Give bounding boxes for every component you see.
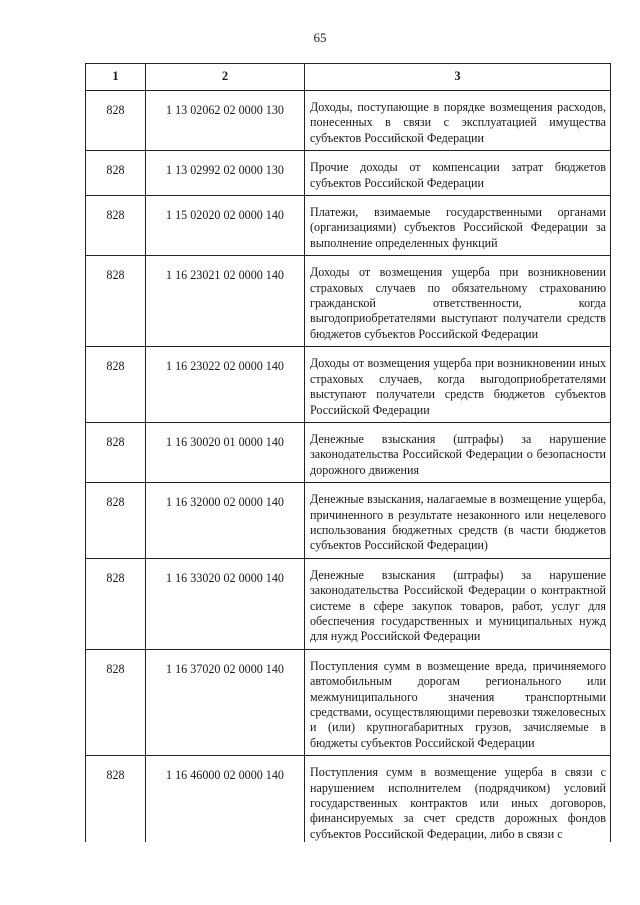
revenue-description-cell: Поступления сумм в возмещение ущерба в связи с нарушением исполнителем (подрядчиком) условий государственных контрактов или иных договоров, финансируемых за счет средств дорожных фондов субъектов Российской Федерации, либо в связи с <box>305 756 611 843</box>
revenue-code-cell: 1 16 33020 02 0000 140 <box>146 558 305 649</box>
admin-code-cell: 828 <box>86 91 146 151</box>
table-row <box>86 256 611 347</box>
revenue-description-cell: Денежные взыскания (штрафы) за нарушение законодательства Российской Федерации о безопасности дорожного движения <box>305 422 611 482</box>
table-header <box>86 64 611 91</box>
revenue-code-cell: 1 13 02992 02 0000 130 <box>146 151 305 196</box>
admin-code-cell: 828 <box>86 196 146 256</box>
table-row <box>86 756 611 843</box>
admin-code-cell: 828 <box>86 256 146 347</box>
page-number: 65 <box>313 30 327 45</box>
revenue-description-cell: Поступления сумм в возмещение вреда, причиняемого автомобильным дорогам регионального или межмуниципального значения транспортными средствами, осуществляющими перевозки тяжеловесных и (или) крупногабаритных грузов, зачисляемые в бюджеты субъектов Российской Федерации <box>305 649 611 755</box>
revenue-code-cell: 1 16 37020 02 0000 140 <box>146 649 305 755</box>
revenue-code-cell: 1 16 23022 02 0000 140 <box>146 347 305 423</box>
revenue-description-cell: Доходы от возмещения ущерба при возникновении страховых случаев по обязательному страхованию гражданской ответственности, когда выгодоприобретателями выступают получатели средств бюджетов субъектов Российской Федерации <box>305 256 611 347</box>
revenue-codes-table <box>85 63 611 842</box>
admin-code-cell: 828 <box>86 649 146 755</box>
revenue-description-cell: Денежные взыскания (штрафы) за нарушение законодательства Российской Федерации о контрактной системе в сфере закупок товаров, работ, услуг для обеспечения государственных и муниципальных нужд для нужд Российской Федерации <box>305 558 611 649</box>
table-row <box>86 422 611 482</box>
revenue-description-cell: Доходы, поступающие в порядке возмещения расходов, понесенных в связи с эксплуатацией имущества субъектов Российской Федерации <box>305 91 611 151</box>
table-row <box>86 151 611 196</box>
revenue-code-cell: 1 16 32000 02 0000 140 <box>146 483 305 559</box>
admin-code-cell: 828 <box>86 558 146 649</box>
admin-code-cell: 828 <box>86 756 146 843</box>
table-row <box>86 483 611 559</box>
table-row <box>86 649 611 755</box>
revenue-description-cell: Платежи, взимаемые государственными органами (организациями) субъектов Российской Федерации за выполнение определенных функций <box>305 196 611 256</box>
table-row <box>86 347 611 423</box>
table-row <box>86 196 611 256</box>
admin-code-cell: 828 <box>86 483 146 559</box>
column-header-1: 1 <box>86 64 146 91</box>
revenue-code-cell: 1 16 30020 01 0000 140 <box>146 422 305 482</box>
revenue-description-cell: Прочие доходы от компенсации затрат бюджетов субъектов Российской Федерации <box>305 151 611 196</box>
table-row <box>86 91 611 151</box>
column-header-3: 3 <box>305 64 611 91</box>
revenue-code-cell: 1 15 02020 02 0000 140 <box>146 196 305 256</box>
admin-code-cell: 828 <box>86 422 146 482</box>
revenue-code-cell: 1 16 46000 02 0000 140 <box>146 756 305 843</box>
table-row <box>86 558 611 649</box>
revenue-description-cell: Доходы от возмещения ущерба при возникновении иных страховых случаев, когда выгодоприобретателями выступают получатели средств бюджетов субъектов Российской Федерации <box>305 347 611 423</box>
revenue-code-cell: 1 16 23021 02 0000 140 <box>146 256 305 347</box>
revenue-code-cell: 1 13 02062 02 0000 130 <box>146 91 305 151</box>
admin-code-cell: 828 <box>86 151 146 196</box>
admin-code-cell: 828 <box>86 347 146 423</box>
column-header-2: 2 <box>146 64 305 91</box>
revenue-description-cell: Денежные взыскания, налагаемые в возмещение ущерба, причиненного в результате незаконного или нецелевого использования бюджетных средств (в части бюджетов субъектов Российской Федерации) <box>305 483 611 559</box>
